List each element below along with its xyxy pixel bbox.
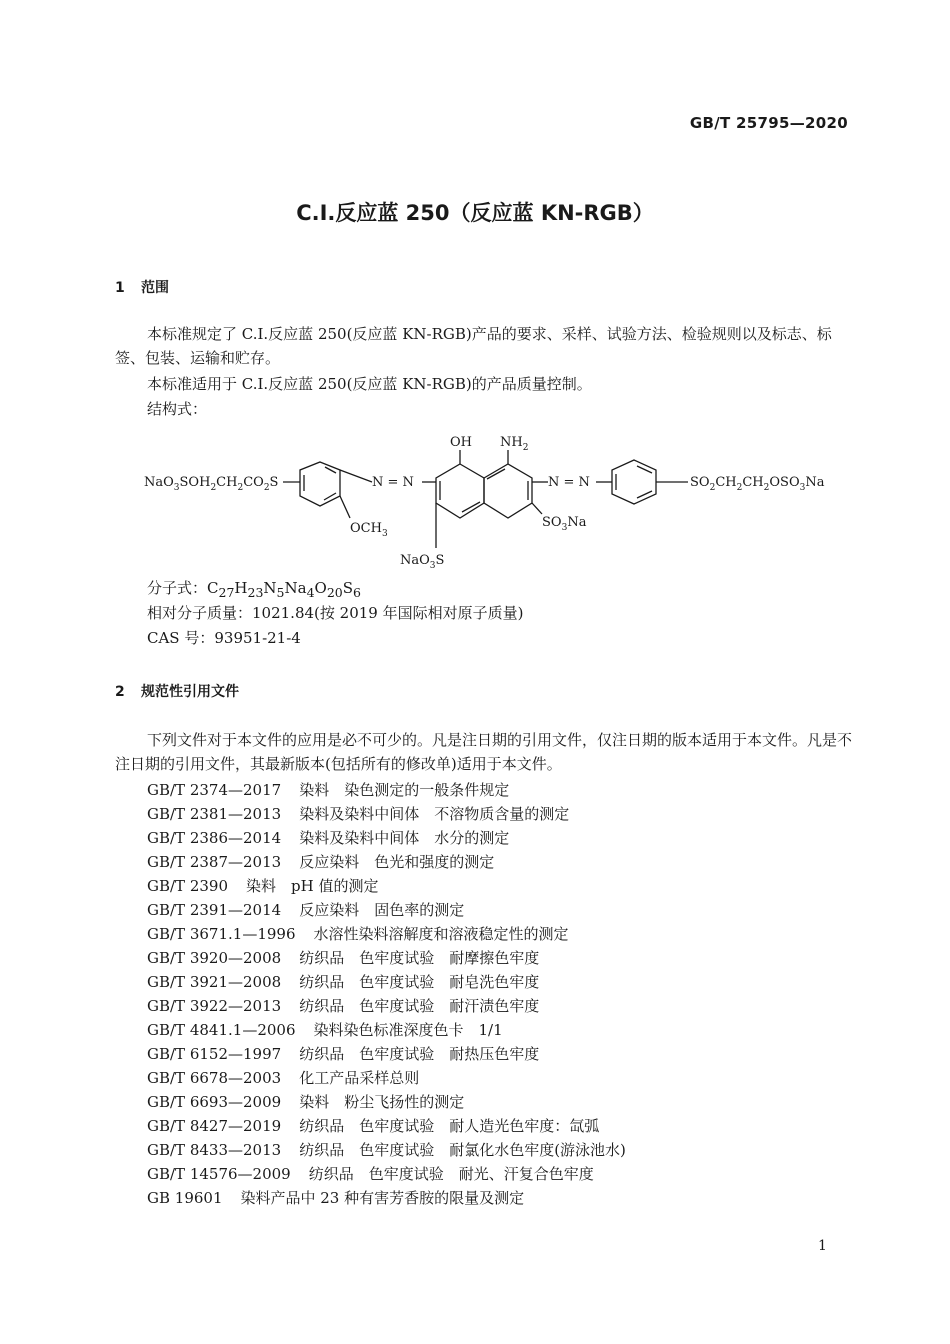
section-title: 范围 bbox=[141, 280, 169, 296]
references-intro: 下列文件对于本文件的应用是必不可少的。凡是注日期的引用文件，仅注日期的版本适用于本文件。凡是不注日期的引用文件，其最新版本(包括所有的修改单)适用于本文件。 bbox=[115, 731, 853, 773]
reference-item bbox=[147, 1066, 626, 1090]
reference-title: 纺织品 色牢度试验 耐汗渍色牢度 bbox=[299, 997, 540, 1015]
reference-title: 反应染料 固色率的测定 bbox=[299, 901, 465, 919]
reference-item bbox=[147, 1018, 626, 1042]
sulfonate-right: $SO_3Na$ bbox=[542, 515, 587, 533]
scope-paragraph-1: 本标准规定了 C.I.反应蓝 250(反应蓝 KN-RGB)产品的要求、采样、试验方法、检验规则以及标志、标签、包装、运输和贮存。 bbox=[115, 325, 832, 367]
reference-item bbox=[147, 970, 626, 994]
bond-lines bbox=[283, 450, 688, 548]
reference-title: 纺织品 色牢度试验 耐人造光色牢度：氙弧 bbox=[299, 1117, 600, 1135]
reference-title: 染料 染色测定的一般条件规定 bbox=[299, 781, 510, 799]
reference-code: GB/T 6678—2003 bbox=[147, 1069, 282, 1087]
reference-item bbox=[147, 1114, 626, 1138]
reference-title: 化工产品采样总则 bbox=[299, 1069, 420, 1087]
azo-group-left: N = N bbox=[372, 475, 414, 490]
section-number: 1 bbox=[115, 280, 125, 296]
reference-code: GB/T 4841.1—2006 bbox=[147, 1021, 296, 1039]
reference-item bbox=[147, 946, 626, 970]
reference-title: 纺织品 色牢度试验 耐光、汗复合色牢度 bbox=[308, 1165, 594, 1183]
page-number: 1 bbox=[818, 1238, 827, 1254]
reference-title: 染料及染料中间体 不溶物质含量的测定 bbox=[299, 805, 570, 823]
reference-item bbox=[147, 826, 626, 850]
reference-code: GB/T 2391—2014 bbox=[147, 901, 282, 919]
reference-code: GB/T 2374—2017 bbox=[147, 781, 282, 799]
reference-code: GB/T 8433—2013 bbox=[147, 1141, 282, 1159]
reference-title: 染料 粉尘飞扬性的测定 bbox=[299, 1093, 465, 1111]
azo-group-right: N = N bbox=[548, 475, 590, 490]
amino-group: $NH_2$ bbox=[500, 435, 529, 453]
document-title: C.I.反应蓝 250（反应蓝 KN-RGB） bbox=[296, 201, 654, 225]
reference-code: GB/T 2387—2013 bbox=[147, 853, 282, 871]
reference-code: GB/T 3920—2008 bbox=[147, 949, 282, 967]
reference-item bbox=[147, 874, 626, 898]
reference-item bbox=[147, 898, 626, 922]
reference-code: GB/T 8427—2019 bbox=[147, 1117, 282, 1135]
molecular-formula: $C_{27}H_{23}N_5Na_4O_{20}S_6$ bbox=[207, 579, 361, 600]
reference-code: GB/T 2390 bbox=[147, 877, 229, 895]
section-1-heading bbox=[115, 277, 169, 297]
reference-code: GB/T 2386—2014 bbox=[147, 829, 282, 847]
reference-title: 反应染料 色光和强度的测定 bbox=[299, 853, 495, 871]
reference-item bbox=[147, 1138, 626, 1162]
hydroxyl-group: OH bbox=[450, 435, 472, 450]
reference-title: 纺织品 色牢度试验 耐皂洗色牢度 bbox=[299, 973, 540, 991]
section-number: 2 bbox=[115, 684, 125, 700]
reference-code: GB/T 6693—2009 bbox=[147, 1093, 282, 1111]
reference-item bbox=[147, 1042, 626, 1066]
sulfonylethyl-sulfate-right: $SO_2CH_2CH_2OSO_3Na$ bbox=[690, 475, 825, 493]
reference-title: 纺织品 色牢度试验 耐热压色牢度 bbox=[299, 1045, 540, 1063]
molecular-mass-line: 相对分子质量：1021.84(按 2019 年国际相对原子质量) bbox=[147, 604, 524, 622]
reference-code: GB/T 14576—2009 bbox=[147, 1165, 291, 1183]
reference-item bbox=[147, 994, 626, 1018]
reference-item bbox=[147, 850, 626, 874]
reference-title: 染料产品中 23 种有害芳香胺的限量及测定 bbox=[240, 1189, 525, 1207]
reference-title: 染料 pH 值的测定 bbox=[246, 877, 379, 895]
reference-list bbox=[147, 778, 626, 1210]
reference-code: GB/T 6152—1997 bbox=[147, 1045, 282, 1063]
sulfonate-bottom: NaO$_3$S bbox=[400, 553, 445, 571]
standard-code: GB/T 25795—2020 bbox=[689, 114, 848, 132]
reference-item bbox=[147, 778, 626, 802]
section-title: 规范性引用文件 bbox=[141, 684, 239, 700]
methoxy-group: $OCH_3$ bbox=[350, 521, 388, 539]
reference-title: 染料及染料中间体 水分的测定 bbox=[299, 829, 510, 847]
reference-code: GB/T 2381—2013 bbox=[147, 805, 282, 823]
formula-label: 分子式： bbox=[147, 579, 208, 597]
reference-title: 纺织品 色牢度试验 耐氯化水色牢度(游泳池水) bbox=[299, 1141, 626, 1159]
reference-title: 水溶性染料溶解度和溶液稳定性的测定 bbox=[313, 925, 569, 943]
structure-label: 结构式： bbox=[147, 400, 208, 418]
structural-formula bbox=[140, 428, 830, 578]
reference-item bbox=[147, 1090, 626, 1114]
reference-code: GB/T 3671.1—1996 bbox=[147, 925, 296, 943]
reference-code: GB/T 3922—2013 bbox=[147, 997, 282, 1015]
reference-code: GB 19601 bbox=[147, 1189, 223, 1207]
cas-number-line: CAS 号：93951-21-4 bbox=[147, 629, 301, 647]
reference-title: 纺织品 色牢度试验 耐摩擦色牢度 bbox=[299, 949, 540, 967]
reference-item bbox=[147, 802, 626, 826]
reference-item bbox=[147, 1162, 626, 1186]
section-2-heading bbox=[115, 681, 239, 701]
reference-item bbox=[147, 922, 626, 946]
reference-title: 染料染色标准深度色卡 1/1 bbox=[313, 1021, 503, 1039]
reference-item bbox=[147, 1186, 626, 1210]
reference-code: GB/T 3921—2008 bbox=[147, 973, 282, 991]
sulfonylethyl-sulfate-left: $NaO_3SOH_2CH_2CO_2S$ bbox=[144, 475, 279, 493]
scope-paragraph-2: 本标准适用于 C.I.反应蓝 250(反应蓝 KN-RGB)的产品质量控制。 bbox=[147, 375, 592, 393]
